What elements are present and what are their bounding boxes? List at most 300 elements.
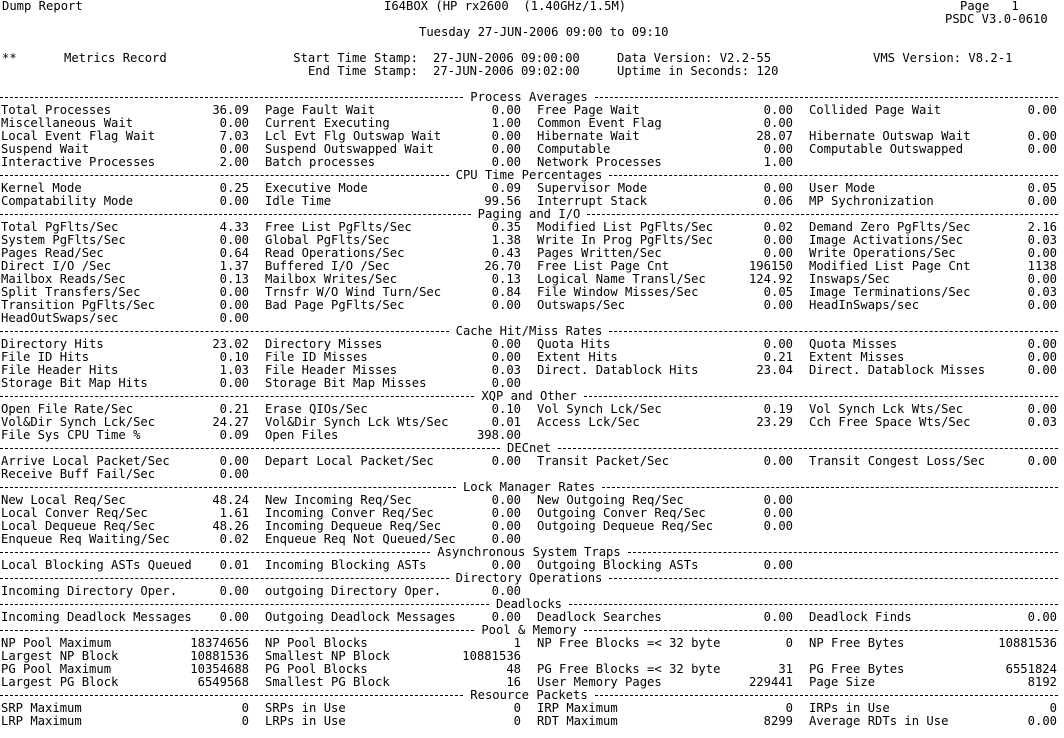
metric-value: 0.00 bbox=[763, 298, 793, 312]
metric-label: Supervisor Mode bbox=[537, 181, 648, 195]
metric-value: 0 bbox=[513, 701, 521, 715]
metric-value: 0.00 bbox=[763, 493, 793, 507]
metric-value: 0.09 bbox=[219, 428, 249, 442]
metric-value: 0.00 bbox=[491, 584, 521, 598]
metric-label: IRP Maximum bbox=[537, 701, 618, 715]
metric-value: 0.00 bbox=[491, 103, 521, 117]
divider-line bbox=[0, 552, 430, 553]
metric-value: 10354688 bbox=[190, 662, 249, 676]
metric-label: PG Pool Maximum bbox=[1, 662, 112, 676]
metric-value: 0.05 bbox=[1027, 181, 1057, 195]
metric-label: Outswaps/Sec bbox=[537, 298, 626, 312]
divider-line bbox=[609, 175, 1058, 176]
metric-value: 0.00 bbox=[491, 558, 521, 572]
metric-value: 0 bbox=[785, 701, 793, 715]
metric-label: User Memory Pages bbox=[537, 675, 662, 689]
metric-label: Interrupt Stack bbox=[537, 194, 648, 208]
metric-label: Receive Buff Fail/Sec bbox=[1, 467, 156, 481]
metric-value: 48.26 bbox=[212, 519, 249, 533]
metric-label: Computable Outswapped bbox=[809, 142, 964, 156]
metric-value: 0.00 bbox=[1027, 337, 1057, 351]
report-title: Dump Report bbox=[2, 0, 83, 13]
metric-value: 0.00 bbox=[1027, 103, 1057, 117]
metric-label: Lcl Evt Flg Outswap Wait bbox=[265, 129, 442, 143]
divider-line bbox=[595, 97, 1058, 98]
metric-label: Kernel Mode bbox=[1, 181, 82, 195]
metric-value: 23.04 bbox=[756, 363, 793, 377]
metric-label: Split Transfers/Sec bbox=[1, 285, 141, 299]
metric-label: Enqueue Req Waiting/Sec bbox=[1, 532, 170, 546]
metric-value: 0.00 bbox=[763, 506, 793, 520]
metric-label: Total PgFlts/Sec bbox=[1, 220, 119, 234]
metric-label: Image Activations/Sec bbox=[809, 233, 964, 247]
metric-label: Buffered I/O /Sec bbox=[265, 259, 390, 273]
metric-value: 99.56 bbox=[484, 194, 521, 208]
metric-label: PG Free Bytes bbox=[809, 662, 905, 676]
metric-value: 0.00 bbox=[491, 142, 521, 156]
metric-value: 0.00 bbox=[1027, 129, 1057, 143]
metric-label: Idle Time bbox=[265, 194, 332, 208]
metric-value: 1.38 bbox=[491, 233, 521, 247]
metric-value: 23.29 bbox=[756, 415, 793, 429]
metric-label: Extent Misses bbox=[809, 350, 905, 364]
metric-label: Vol&Dir Synch Lck Wts/Sec bbox=[265, 415, 449, 429]
section-header bbox=[0, 689, 1058, 702]
metric-label: Collided Page Wait bbox=[809, 103, 942, 117]
metric-label: Largest PG Block bbox=[1, 675, 119, 689]
metric-value: 0.00 bbox=[491, 610, 521, 624]
metric-value: 0 bbox=[241, 701, 249, 715]
metric-label: Global PgFlts/Sec bbox=[265, 233, 390, 247]
metric-value: 0.00 bbox=[491, 155, 521, 169]
metric-value: 0.00 bbox=[1027, 272, 1057, 286]
section-title: Resource Packets bbox=[470, 688, 588, 702]
metric-value: 0.00 bbox=[1027, 246, 1057, 260]
metric-value: 0.00 bbox=[763, 103, 793, 117]
system-name: I64BOX (HP rx2600 (1.40GHz/1.5M) bbox=[384, 0, 627, 13]
start-time-label: Start Time Stamp: bbox=[293, 51, 418, 65]
metric-label: Enqueue Req Not Queued/Sec bbox=[265, 532, 456, 546]
section-title: Lock Manager Rates bbox=[462, 480, 596, 494]
metric-label: MP Sychronization bbox=[809, 194, 934, 208]
metric-value: 0.00 bbox=[763, 519, 793, 533]
divider-line bbox=[569, 604, 1058, 605]
metric-label: NP Pool Maximum bbox=[1, 636, 112, 650]
section-title: XQP and Other bbox=[481, 389, 577, 403]
metric-value: 0.00 bbox=[1027, 454, 1057, 468]
metric-value: 28.07 bbox=[756, 129, 793, 143]
metric-value: 0.00 bbox=[491, 519, 521, 533]
divider-line bbox=[0, 695, 463, 696]
metric-value: 0.03 bbox=[491, 363, 521, 377]
metric-label: outgoing Directory Oper. bbox=[265, 584, 442, 598]
metric-label: SRPs in Use bbox=[265, 701, 346, 715]
divider-line bbox=[0, 175, 449, 176]
metric-value: 0.00 bbox=[491, 493, 521, 507]
metric-value: 31 bbox=[778, 662, 793, 676]
metric-label: Deadlock Searches bbox=[537, 610, 662, 624]
metric-value: 48.24 bbox=[212, 493, 249, 507]
divider-line bbox=[595, 695, 1058, 696]
metric-value: 0.00 bbox=[763, 337, 793, 351]
metric-label: Suspend Outswapped Wait bbox=[265, 142, 434, 156]
metric-label: Inswaps/Sec bbox=[809, 272, 890, 286]
product-version: PSDC V3.0-0610 bbox=[945, 12, 1048, 26]
metric-label: Hibernate Outswap Wait bbox=[809, 129, 971, 143]
metric-value: 2.00 bbox=[219, 155, 249, 169]
divider-line bbox=[609, 331, 1058, 332]
metric-label: User Mode bbox=[809, 181, 876, 195]
metric-value: 0.00 bbox=[219, 298, 249, 312]
divider-line bbox=[0, 604, 489, 605]
metric-value: 0.00 bbox=[1027, 363, 1057, 377]
metric-label: Computable bbox=[537, 142, 611, 156]
metric-value: 1 bbox=[513, 636, 521, 650]
metric-label: NP Pool Blocks bbox=[265, 636, 368, 650]
metric-value: 0.00 bbox=[491, 350, 521, 364]
metric-value: 6549568 bbox=[197, 675, 249, 689]
metric-value: 0.02 bbox=[763, 220, 793, 234]
divider-line bbox=[0, 331, 449, 332]
metric-value: 6551824 bbox=[1005, 662, 1057, 676]
metric-label: Bad Page PgFlts/Sec bbox=[265, 298, 405, 312]
metric-value: 0.64 bbox=[219, 246, 249, 260]
record-marker: ** bbox=[2, 51, 17, 65]
metric-value: 0.03 bbox=[1027, 233, 1057, 247]
metric-label: NP Free Blocks =< 32 byte bbox=[537, 636, 721, 650]
metric-label: Vol Synch Lck Wts/Sec bbox=[809, 402, 964, 416]
section-title: Paging and I/O bbox=[477, 207, 581, 221]
metric-label: Average RDTs in Use bbox=[809, 714, 949, 728]
metric-label: Compatability Mode bbox=[1, 194, 134, 208]
metric-value: 0.00 bbox=[1027, 610, 1057, 624]
metric-value: 0.00 bbox=[1027, 350, 1057, 364]
metric-label: HeadInSwaps/sec bbox=[809, 298, 920, 312]
metric-value: 0.00 bbox=[1027, 142, 1057, 156]
metric-label: Quota Misses bbox=[809, 337, 898, 351]
metric-label: Modified List PgFlts/Sec bbox=[537, 220, 714, 234]
metric-value: 0.00 bbox=[491, 337, 521, 351]
metric-label: Mailbox Reads/Sec bbox=[1, 272, 126, 286]
metric-label: Total Processes bbox=[1, 103, 112, 117]
metric-value: 7.03 bbox=[219, 129, 249, 143]
divider-line bbox=[609, 578, 1058, 579]
metric-value: 1.37 bbox=[219, 259, 249, 273]
metric-label: Access Lck/Sec bbox=[537, 415, 640, 429]
metric-label: Storage Bit Map Hits bbox=[1, 376, 148, 390]
metric-value: 1.03 bbox=[219, 363, 249, 377]
metric-label: Modified List Page Cnt bbox=[809, 259, 971, 273]
metric-label: Pages Written/Sec bbox=[537, 246, 662, 260]
metric-value: 0.00 bbox=[491, 506, 521, 520]
divider-line bbox=[0, 396, 474, 397]
metric-label: Directory Hits bbox=[1, 337, 104, 351]
metric-value: 0.21 bbox=[763, 350, 793, 364]
metric-value: 0.03 bbox=[1027, 285, 1057, 299]
metric-value: 229441 bbox=[748, 675, 793, 689]
metric-value: 24.27 bbox=[212, 415, 249, 429]
metric-label: Executive Mode bbox=[265, 181, 368, 195]
metric-label: LRP Maximum bbox=[1, 714, 82, 728]
metric-label: Logical Name Transl/Sec bbox=[537, 272, 706, 286]
metric-value: 0.00 bbox=[219, 584, 249, 598]
metric-value: 0.00 bbox=[763, 116, 793, 130]
metric-label: Incoming Conver Req/Sec bbox=[265, 506, 434, 520]
metric-value: 0.00 bbox=[763, 558, 793, 572]
metric-label: NP Free Bytes bbox=[809, 636, 905, 650]
metric-value: 124.92 bbox=[748, 272, 793, 286]
vms-version: VMS Version: V8.2-1 bbox=[873, 51, 1013, 65]
metric-label: Deadlock Finds bbox=[809, 610, 912, 624]
metric-label: Largest NP Block bbox=[1, 649, 119, 663]
metric-value: 0.06 bbox=[763, 194, 793, 208]
metric-label: File ID Misses bbox=[265, 350, 368, 364]
metric-label: Free Page Wait bbox=[537, 103, 640, 117]
metric-value: 0.13 bbox=[219, 272, 249, 286]
metric-value: 10881536 bbox=[998, 636, 1057, 650]
divider-line bbox=[0, 97, 463, 98]
metric-value: 1.00 bbox=[763, 155, 793, 169]
section-title: Process Averages bbox=[470, 90, 588, 104]
section-title: DECnet bbox=[506, 441, 552, 455]
metric-value: 1138 bbox=[1027, 259, 1057, 273]
metric-value: 0.00 bbox=[219, 194, 249, 208]
metric-label: Image Terminations/Sec bbox=[809, 285, 971, 299]
metric-label: Batch processes bbox=[265, 155, 376, 169]
metric-value: 0.00 bbox=[219, 311, 249, 325]
metric-label: Local Blocking ASTs Queued bbox=[1, 558, 192, 572]
metric-value: 0.13 bbox=[491, 272, 521, 286]
start-time-value: 27-JUN-2006 09:00:00 bbox=[433, 51, 580, 65]
metric-label: PG Free Blocks =< 32 byte bbox=[537, 662, 721, 676]
section-header bbox=[0, 325, 1058, 338]
metric-label: Direct. Datablock Misses bbox=[809, 363, 986, 377]
metric-label: Write In Prog PgFlts/Sec bbox=[537, 233, 714, 247]
metric-label: Local Dequeue Req/Sec bbox=[1, 519, 156, 533]
metric-label: Open File Rate/Sec bbox=[1, 402, 134, 416]
metric-value: 0 bbox=[785, 636, 793, 650]
metric-value: 4.33 bbox=[219, 220, 249, 234]
metric-value: 10881536 bbox=[462, 649, 521, 663]
metric-label: File ID Hits bbox=[1, 350, 90, 364]
metric-value: 0.02 bbox=[219, 532, 249, 546]
metric-label: New Local Req/Sec bbox=[1, 493, 126, 507]
metric-label: Page Size bbox=[809, 675, 876, 689]
metric-value: 1.61 bbox=[219, 506, 249, 520]
metric-value: 0.00 bbox=[763, 181, 793, 195]
metric-value: 26.70 bbox=[484, 259, 521, 273]
metric-value: 0.00 bbox=[219, 454, 249, 468]
metric-label: Smallest PG Block bbox=[265, 675, 390, 689]
section-header bbox=[0, 169, 1058, 182]
metric-label: Interactive Processes bbox=[1, 155, 156, 169]
section-title: CPU Time Percentages bbox=[455, 168, 603, 182]
end-time-label: End Time Stamp: bbox=[307, 64, 418, 78]
metric-value: 0.00 bbox=[491, 454, 521, 468]
divider-line bbox=[0, 448, 500, 449]
metric-value: 0.25 bbox=[219, 181, 249, 195]
metric-value: 36.09 bbox=[212, 103, 249, 117]
metric-label: Hibernate Wait bbox=[537, 129, 640, 143]
divider-line bbox=[584, 630, 1058, 631]
metric-label: Suspend Wait bbox=[1, 142, 90, 156]
metric-label: Storage Bit Map Misses bbox=[265, 376, 427, 390]
metric-label: New Incoming Req/Sec bbox=[265, 493, 412, 507]
metric-value: 0.84 bbox=[491, 285, 521, 299]
divider-line bbox=[558, 448, 1058, 449]
metric-value: 0.00 bbox=[219, 142, 249, 156]
metric-label: New Outgoing Req/Sec bbox=[537, 493, 684, 507]
metric-value: 0.00 bbox=[491, 129, 521, 143]
metric-label: LRPs in Use bbox=[265, 714, 346, 728]
metric-label: Smallest NP Block bbox=[265, 649, 390, 663]
metric-value: 0.21 bbox=[219, 402, 249, 416]
metric-value: 0.09 bbox=[491, 181, 521, 195]
metric-value: 8299 bbox=[763, 714, 793, 728]
metric-label: Transition PgFlts/Sec bbox=[1, 298, 156, 312]
metric-label: Write Operations/Sec bbox=[809, 246, 956, 260]
metric-value: 0.00 bbox=[219, 467, 249, 481]
metric-value: 0.19 bbox=[763, 402, 793, 416]
metric-label: PG Pool Blocks bbox=[265, 662, 368, 676]
metric-value: 0.00 bbox=[1027, 194, 1057, 208]
metric-value: 0.00 bbox=[219, 376, 249, 390]
metric-value: 0.00 bbox=[1027, 714, 1057, 728]
date-range: Tuesday 27-JUN-2006 09:00 to 09:10 bbox=[419, 25, 669, 39]
metric-value: 0.00 bbox=[763, 142, 793, 156]
metric-value: 0.00 bbox=[763, 610, 793, 624]
metric-label: Direct. Datablock Hits bbox=[537, 363, 699, 377]
metric-value: 8192 bbox=[1027, 675, 1057, 689]
section-title: Deadlocks bbox=[495, 597, 563, 611]
metric-label: Network Processes bbox=[537, 155, 662, 169]
metric-value: 0.00 bbox=[491, 376, 521, 390]
divider-line bbox=[602, 487, 1058, 488]
metric-value: 0 bbox=[241, 714, 249, 728]
divider-line bbox=[0, 487, 456, 488]
page-number: Page 1 bbox=[960, 0, 1019, 13]
metric-label: Local Conver Req/Sec bbox=[1, 506, 148, 520]
metric-value: 0.00 bbox=[763, 454, 793, 468]
metric-label: Directory Misses bbox=[265, 337, 383, 351]
metric-label: RDT Maximum bbox=[537, 714, 618, 728]
metric-value: 0.01 bbox=[491, 415, 521, 429]
metric-label: SRP Maximum bbox=[1, 701, 82, 715]
metric-label: Outgoing Deadlock Messages bbox=[265, 610, 456, 624]
metric-label: Transit Packet/Sec bbox=[537, 454, 670, 468]
metric-value: 0.00 bbox=[1027, 402, 1057, 416]
metric-label: Mailbox Writes/Sec bbox=[265, 272, 398, 286]
metric-value: 1.00 bbox=[491, 116, 521, 130]
metric-label: Outgoing Dequeue Req/Sec bbox=[537, 519, 714, 533]
uptime-seconds: Uptime in Seconds: 120 bbox=[617, 64, 779, 78]
metric-value: 18374656 bbox=[190, 636, 249, 650]
metric-value: 398.00 bbox=[476, 428, 521, 442]
divider-line bbox=[0, 630, 474, 631]
metric-label: Direct I/O /Sec bbox=[1, 259, 112, 273]
end-time-value: 27-JUN-2006 09:02:00 bbox=[433, 64, 580, 78]
metric-value: 0.00 bbox=[219, 285, 249, 299]
metric-value: 0.00 bbox=[219, 233, 249, 247]
metric-value: 0.10 bbox=[219, 350, 249, 364]
metric-value: 0.05 bbox=[763, 285, 793, 299]
metric-label: System PgFlts/Sec bbox=[1, 233, 126, 247]
section-title: Directory Operations bbox=[455, 571, 603, 585]
metric-label: Erase QIOs/Sec bbox=[265, 402, 368, 416]
metric-value: 48 bbox=[506, 662, 521, 676]
metric-value: 0.35 bbox=[491, 220, 521, 234]
metric-label: File Sys CPU Time % bbox=[1, 428, 141, 442]
metric-label: IRPs in Use bbox=[809, 701, 890, 715]
metric-label: Depart Local Packet/Sec bbox=[265, 454, 434, 468]
metric-value: 0.10 bbox=[491, 402, 521, 416]
metric-value: 0.00 bbox=[219, 610, 249, 624]
metric-value: 0.01 bbox=[219, 558, 249, 572]
divider-line bbox=[628, 552, 1058, 553]
metric-value: 0.00 bbox=[491, 532, 521, 546]
metric-value: 0.00 bbox=[491, 298, 521, 312]
metric-label: Read Operations/Sec bbox=[265, 246, 405, 260]
metric-label: Common Event Flag bbox=[537, 116, 662, 130]
metric-label: Pages Read/Sec bbox=[1, 246, 104, 260]
metric-label: Miscellaneous Wait bbox=[1, 116, 134, 130]
metric-label: Free List PgFlts/Sec bbox=[265, 220, 412, 234]
metric-label: Free List Page Cnt bbox=[537, 259, 670, 273]
metric-value: 196150 bbox=[748, 259, 793, 273]
metric-value: 0.00 bbox=[763, 246, 793, 260]
metric-label: Incoming Dequeue Req/Sec bbox=[265, 519, 442, 533]
metric-label: Open Files bbox=[265, 428, 339, 442]
metric-label: Arrive Local Packet/Sec bbox=[1, 454, 170, 468]
metric-label: Page Fault Wait bbox=[265, 103, 376, 117]
divider-line bbox=[0, 214, 471, 215]
metric-label: Incoming Blocking ASTs bbox=[265, 558, 427, 572]
data-version: Data Version: V2.2-55 bbox=[617, 51, 772, 65]
metric-value: 0.00 bbox=[763, 233, 793, 247]
metric-label: Current Executing bbox=[265, 116, 390, 130]
metric-label: Cch Free Space Wts/Sec bbox=[809, 415, 971, 429]
section-title: Cache Hit/Miss Rates bbox=[455, 324, 603, 338]
divider-line bbox=[0, 578, 449, 579]
section-header bbox=[0, 481, 1058, 494]
metric-label: HeadOutSwaps/sec bbox=[1, 311, 119, 325]
record-label: Metrics Record bbox=[64, 51, 167, 65]
metric-label: Outgoing Blocking ASTs bbox=[537, 558, 699, 572]
metric-label: Trnsfr W/O Wind Turn/Sec bbox=[265, 285, 442, 299]
metric-label: File Window Misses/Sec bbox=[537, 285, 699, 299]
metric-label: Local Event Flag Wait bbox=[1, 129, 156, 143]
metric-value: 2.16 bbox=[1027, 220, 1057, 234]
metric-label: Incoming Directory Oper. bbox=[1, 584, 178, 598]
metric-label: Quota Hits bbox=[537, 337, 611, 351]
divider-line bbox=[587, 214, 1058, 215]
metric-value: 0.03 bbox=[1027, 415, 1057, 429]
section-title: Pool & Memory bbox=[481, 623, 577, 637]
metric-value: 0.00 bbox=[219, 116, 249, 130]
metric-label: File Header Hits bbox=[1, 363, 119, 377]
metric-label: Demand Zero PgFlts/Sec bbox=[809, 220, 971, 234]
metric-label: Outgoing Conver Req/Sec bbox=[537, 506, 706, 520]
metric-value: 0.00 bbox=[1027, 298, 1057, 312]
metric-label: Vol&Dir Synch Lck/Sec bbox=[1, 415, 156, 429]
metric-value: 16 bbox=[506, 675, 521, 689]
metric-value: 0 bbox=[513, 714, 521, 728]
metric-value: 23.02 bbox=[212, 337, 249, 351]
metric-label: File Header Misses bbox=[265, 363, 398, 377]
section-title: Asynchronous System Traps bbox=[437, 545, 621, 559]
metric-value: 0.43 bbox=[491, 246, 521, 260]
metric-value: 10881536 bbox=[190, 649, 249, 663]
